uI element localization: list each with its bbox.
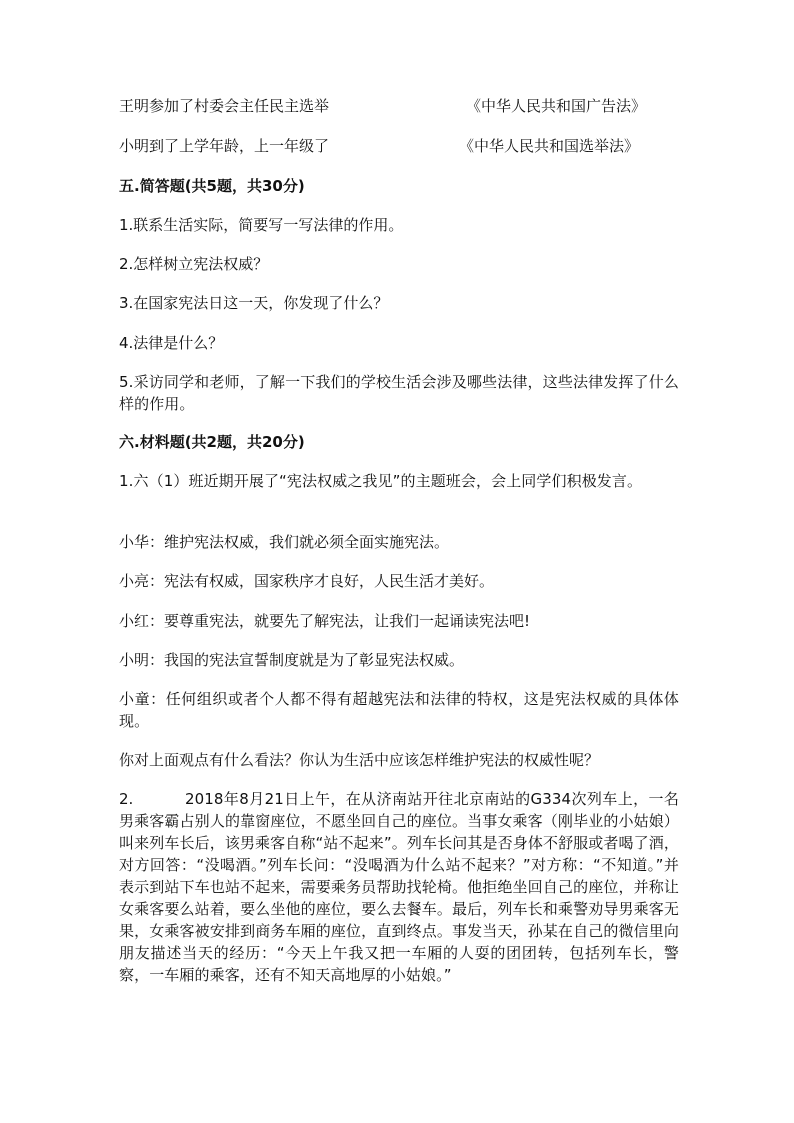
section5-question-2: 2.怎样树立宪法权威？ bbox=[119, 255, 269, 273]
matching-row1-right: 《中华人民共和国广告法》 bbox=[466, 97, 647, 115]
statement-xiaohong: 小红：要尊重宪法，就要先了解宪法，让我们一起诵读宪法吧! bbox=[119, 612, 531, 630]
matching-row1-left: 王明参加了村委会主任民主选举 bbox=[119, 97, 330, 115]
section6-question-2-number: 2. bbox=[119, 790, 134, 808]
statement-xiaohua: 小华：维护宪法权威，我们就必须全面实施宪法。 bbox=[119, 533, 450, 551]
statement-xiaotong: 小童：任何组织或者个人都不得有超越宪法和法律的特权，这是宪法权威的具体体现。 bbox=[119, 690, 679, 730]
section5-heading: 五.简答题(共5题，共30分) bbox=[119, 177, 305, 195]
section6-heading: 六.材料题(共2题，共20分) bbox=[119, 433, 305, 451]
section6-question-2-material: 2018年8月21日上午，在从济南站开往北京南站的G334次列车上，一名男乘客霸占别人的靠窗座位，不愿坐回自己的座位。当事女乘客（刚毕业的小姑娘）叫来列车长后，该男乘客自称“站不起来”。列车长问其是否身体不舒服或者喝了酒，对方回答：“没喝酒。”列车长问：“没喝酒为什么站不起来？”对方称：“不知道。”并表示到站下车也站不起来，需要乘务员帮助找轮椅。他拒绝坐回自己的座位，并称让女乘客要么站着，要么坐他的座位，要么去餐车。最后，列车长和乘警劝导男乘客无果，女乘客被安排到商务车厢的座位，直到终点。事发当天，孙某在自己的微信里向朋友描述当天的经历：“今天上午我又把一车厢的人耍的团团转，包括列车长，警察，一车厢的乘客，还有不知天高地厚的小姑娘。” bbox=[119, 790, 679, 984]
section5-question-5: 5.采访同学和老师，了解一下我们的学校生活会涉及哪些法律，这些法律发挥了什么样的作用。 bbox=[119, 373, 679, 413]
section5-question-4: 4.法律是什么？ bbox=[119, 334, 224, 352]
matching-row2-left: 小明到了上学年龄，上一年级了 bbox=[119, 137, 330, 155]
section5-question-1: 1.联系生活实际，简要写一写法律的作用。 bbox=[119, 216, 404, 234]
statement-xiaoming: 小明：我国的宪法宣誓制度就是为了彰显宪法权威。 bbox=[119, 651, 465, 669]
statement-xiaoliang: 小亮：宪法有权威，国家秩序才良好，人民生活才美好。 bbox=[119, 572, 495, 590]
matching-row2-right: 《中华人民共和国选举法》 bbox=[459, 137, 640, 155]
section6-question-1-prompt: 你对上面观点有什么看法？你认为生活中应该怎样维护宪法的权威性呢？ bbox=[119, 751, 600, 769]
section6-question-1-intro: 1.六（1）班近期开展了“宪法权威之我见”的主题班会，会上同学们积极发言。 bbox=[119, 472, 643, 490]
section5-question-3: 3.在国家宪法日这一天，你发现了什么？ bbox=[119, 294, 389, 312]
